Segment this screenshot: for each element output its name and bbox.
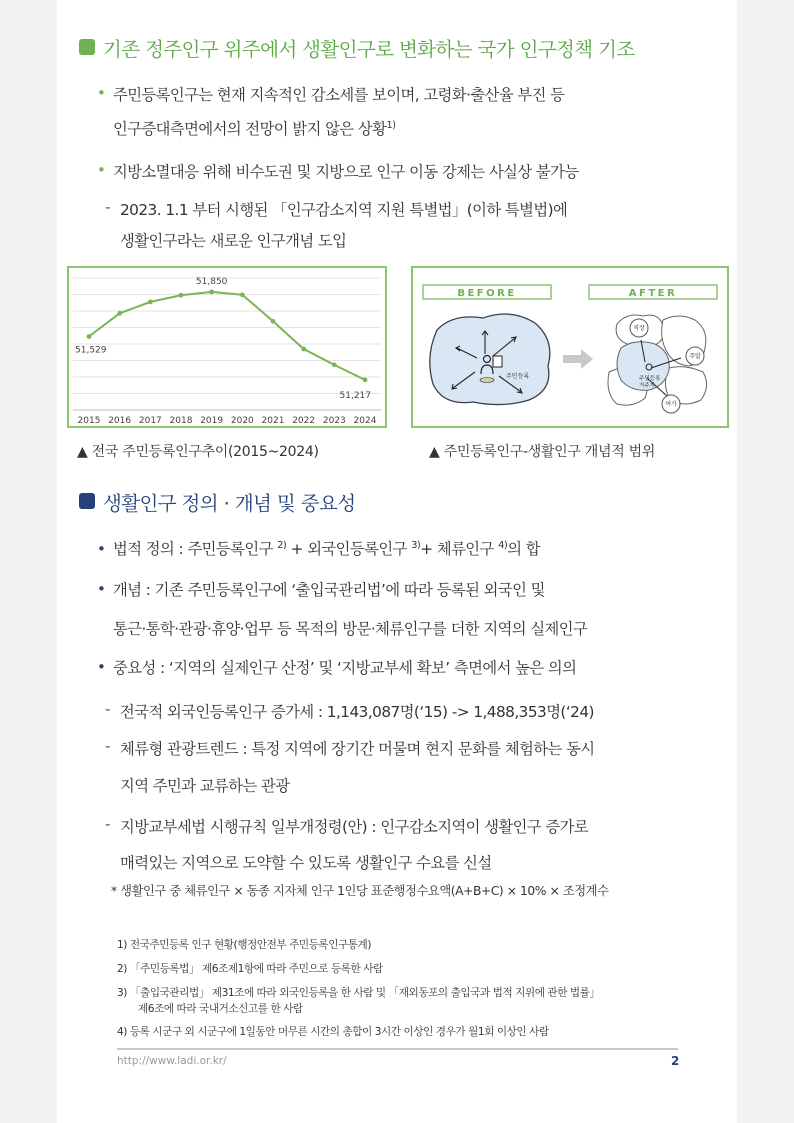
footnote-ref: 3) [411, 540, 421, 551]
data-label: 51,217 [339, 390, 371, 401]
footnote-3-line2: 제6조에 따라 국내거소신고를 한 사람 [138, 1003, 303, 1015]
before-region-shape [430, 314, 550, 405]
x-tick-label: 2024 [353, 416, 377, 426]
section2-concept-line2: 통근·통학·관광·휴양·업무 등 목적의 방문·체류인구를 더한 지역의 실제인구 [113, 620, 588, 638]
footer-divider [117, 1048, 678, 1050]
x-tick-label: 2020 [230, 416, 254, 426]
dash-marker: - [105, 198, 110, 216]
series-line [89, 292, 365, 380]
concept-caption-text: 주민등록인구-생활인구 개념적 범위 [443, 444, 656, 460]
bullet-dot-icon: • [97, 580, 106, 598]
x-tick-label: 2021 [261, 416, 285, 426]
population-chart-box [67, 266, 387, 428]
triangle-marker-icon: ▲ [429, 444, 440, 460]
section2-note: * 생활인구 중 체류인구 × 동종 지자체 인구 1인당 표준행정수요액(A+B+C) × 10% × 조정계수 [111, 884, 609, 898]
center-label-1: 주민등록 [639, 376, 661, 382]
data-label: 51,850 [195, 276, 228, 287]
definition-part: 의 합 [507, 540, 541, 558]
before-label: BEFORE [457, 288, 517, 299]
bullet-dot-icon: • [97, 161, 106, 179]
data-point [117, 311, 122, 316]
footnote-ref: 1) [386, 120, 396, 131]
x-tick-label: 2018 [169, 416, 193, 426]
leisure-label: 여가 [665, 401, 677, 408]
section1-bullet2: 지방소멸대응 위해 비수도권 및 지방으로 인구 이동 강제는 사실상 불가능 [113, 163, 579, 181]
concept-caption [429, 441, 655, 461]
footnote-4: 4) 등록 시군구 외 시군구에 1일동안 머무른 시간의 총합이 3시간 이상인 경우가 월1회 이상인 사람 [117, 1026, 549, 1038]
data-label: 51,529 [75, 345, 107, 356]
section-marker-icon [79, 493, 95, 509]
section1-sub1-line2: 생활인구라는 새로운 인구개념 도입 [120, 232, 347, 250]
section2-importance: 중요성 : ‘지역의 실제인구 산정’ 및 ‘지방교부세 확보’ 측면에서 높은 의의 [113, 659, 577, 677]
footnote-ref: 2) [277, 540, 287, 551]
document-page [57, 0, 737, 1123]
data-point [271, 319, 276, 324]
section1-bullet1-text: 인구증대측면에서의 전망이 밝지 않은 상황 [113, 120, 387, 138]
concept-diagram-box [411, 266, 729, 428]
footnote-3-line1: 3) 「출입국관리법」 제31조에 따라 외국인등록을 한 사람 및 「재외동포의 출입국과 법적 지위에 관한 법률」 [117, 987, 600, 999]
dash-marker: - [105, 737, 110, 755]
section2-sub-c-line1: 지방교부세법 시행규칙 일부개정령(안) : 인구감소지역이 생활인구 증가로 [120, 818, 589, 836]
bullet-dot-icon: • [97, 84, 106, 102]
dash-marker: - [105, 815, 110, 833]
dash-marker: - [105, 700, 110, 718]
resident-label: 주민등록 [506, 373, 530, 380]
center-label-2: 거주지 [639, 383, 655, 389]
data-point [301, 347, 306, 352]
section1-bullet1-line2 [113, 117, 396, 139]
triangle-marker-icon: ▲ [77, 444, 88, 460]
data-point [87, 334, 92, 339]
section1-bullet1-line1: 주민등록인구는 현재 지속적인 감소세를 보이며, 고령화·출산율 부진 등 [113, 86, 565, 104]
footnote-2: 2) 「주민등록법」 제6조제1항에 따라 주민으로 등록한 사람 [117, 963, 383, 975]
footer-url-link[interactable]: http://www.ladi.or.kr/ [117, 1055, 227, 1067]
footnote-1: 1) 전국주민등록 인구 현황(행정안전부 주민등록인구통계) [117, 939, 372, 951]
x-tick-label: 2015 [77, 416, 101, 426]
section2-sub-a: 전국적 외국인등록인구 증가세 : 1,143,087명(‘15) -> 1,488,353명(‘24) [120, 703, 594, 721]
transition-arrow-icon [563, 349, 593, 369]
weekend-label: 주말 [689, 353, 701, 360]
bullet-dot-icon: • [97, 658, 106, 676]
chart-caption-text: 전국 주민등록인구추이(2015~2024) [91, 444, 319, 460]
chart-caption [77, 441, 319, 461]
section2-title: 생활인구 정의 · 개념 및 중요성 [103, 492, 356, 515]
data-point [332, 362, 337, 367]
work-label: 직장 [633, 325, 645, 332]
section1-sub1-line1: 2023. 1.1 부터 시행된 「인구감소지역 지원 특별법」(이하 특별법)에 [120, 201, 568, 219]
section2-sub-c-line2: 매력있는 지역으로 도약할 수 있도록 생활인구 수요를 신설 [120, 854, 492, 872]
section-marker-icon [79, 39, 95, 55]
definition-part: 법적 정의 : 주민등록인구 [113, 540, 273, 558]
after-label: AFTER [628, 288, 678, 299]
section2-concept-line1: 개념 : 기존 주민등록인구에 ‘출입국관리법’에 따라 등록된 외국인 및 [113, 581, 545, 599]
footnote-ref: 4) [498, 540, 508, 551]
x-tick-label: 2017 [138, 416, 162, 426]
definition-part: + 체류인구 [420, 540, 494, 558]
x-tick-label: 2023 [322, 416, 346, 426]
data-point [363, 377, 368, 382]
x-tick-label: 2019 [200, 416, 224, 426]
x-tick-label: 2022 [292, 416, 316, 426]
section2-sub-b-line2: 지역 주민과 교류하는 관광 [120, 777, 290, 795]
bullet-dot-icon: • [97, 540, 106, 558]
section2-definition [113, 537, 540, 559]
data-point [209, 289, 214, 294]
page-number: 2 [671, 1054, 680, 1068]
definition-part: + 외국인등록인구 [290, 540, 407, 558]
data-point [179, 293, 184, 298]
population-line-chart [69, 268, 385, 426]
section1-title: 기존 정주인구 위주에서 생활인구로 변화하는 국가 인구정책 기조 [103, 38, 635, 61]
x-tick-label: 2016 [108, 416, 132, 426]
concept-diagram [413, 268, 727, 426]
data-point [148, 299, 153, 304]
data-point [240, 292, 245, 297]
section2-sub-b-line1: 체류형 관광트렌드 : 특정 지역에 장기간 머물며 현지 문화를 체험하는 동시 [120, 740, 595, 758]
